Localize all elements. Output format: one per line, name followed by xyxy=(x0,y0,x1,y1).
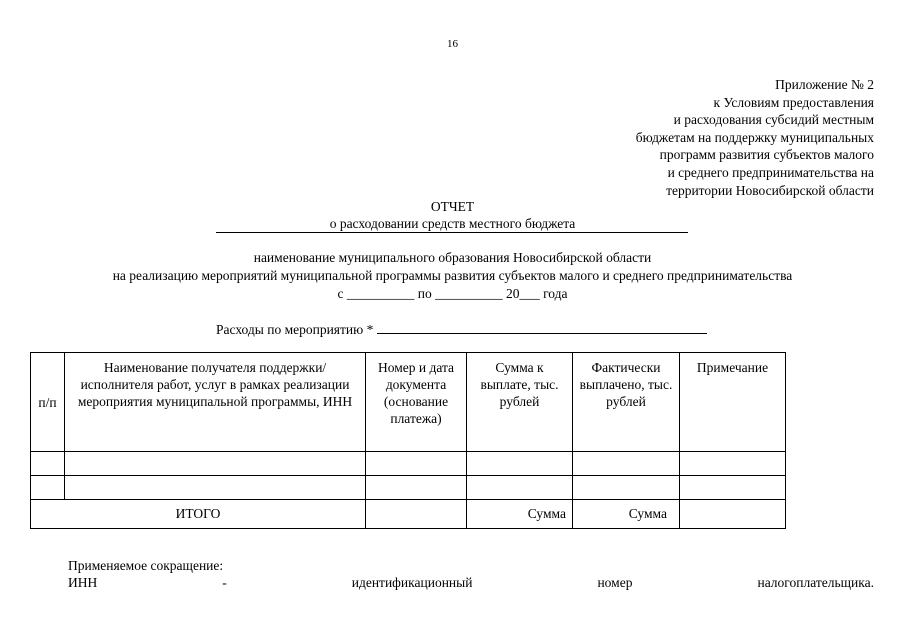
header-recipient: Наименование получателя поддержки/исполнителя работ, услуг в рамках реализации мероприятия муниципальной программы, ИНН xyxy=(65,353,366,452)
table-header-row xyxy=(31,353,786,452)
header-note: Примечание xyxy=(680,353,786,452)
table-row xyxy=(31,452,786,476)
table-cell xyxy=(680,452,786,476)
appendix-line: к Условиям предоставления xyxy=(713,94,874,110)
total-label: ИТОГО xyxy=(31,500,366,529)
period-line: с __________ по __________ 20___ года xyxy=(337,286,568,301)
abbreviation-dash: - xyxy=(222,575,227,590)
table-cell xyxy=(366,476,467,500)
municipality-blank-line xyxy=(216,232,688,233)
report-table xyxy=(30,352,786,529)
table-cell xyxy=(467,476,573,500)
header-amount-due: Сумма к выплате, тыс. рублей xyxy=(467,353,573,452)
appendix-line: и расходования субсидий местным xyxy=(673,112,874,128)
page-number: 16 xyxy=(447,38,458,50)
expenses-label: Расходы по мероприятию * xyxy=(216,322,374,337)
appendix-line: бюджетам на поддержку муниципальных xyxy=(635,129,874,145)
abbreviation-word: налогоплательщика. xyxy=(757,575,874,590)
municipality-caption: наименование муниципального образования Новосибирской области xyxy=(253,250,652,265)
abbreviation-word: номер xyxy=(597,575,633,590)
table-cell xyxy=(573,476,680,500)
total-amount-due: Сумма xyxy=(467,500,573,529)
table-total-row xyxy=(31,500,786,529)
table-cell xyxy=(573,452,680,476)
table-cell xyxy=(467,452,573,476)
abbreviation-term: ИНН xyxy=(68,575,98,590)
table-cell xyxy=(366,500,467,529)
table-cell xyxy=(366,452,467,476)
appendix-line: территории Новосибирской области xyxy=(666,182,874,198)
table-cell xyxy=(31,452,65,476)
table-cell xyxy=(65,452,366,476)
header-document: Номер и дата документа (основание платежа) xyxy=(366,353,467,452)
report-subtitle: о расходовании средств местного бюджета xyxy=(329,216,576,231)
report-title: ОТЧЕТ xyxy=(430,199,475,214)
expenses-blank-line xyxy=(377,320,707,334)
table-cell xyxy=(680,500,786,529)
table-cell xyxy=(65,476,366,500)
table-row xyxy=(31,476,786,500)
appendix-line: программ развития субъектов малого xyxy=(659,147,874,163)
program-line: на реализацию мероприятий муниципальной программы развития субъектов малого и среднего предпринимательства xyxy=(112,268,793,283)
header-actually-paid: Фактически выплачено, тыс. рублей xyxy=(573,353,680,452)
table-cell xyxy=(31,476,65,500)
appendix-block xyxy=(454,76,874,199)
table-cell xyxy=(680,476,786,500)
abbreviations-title: Применяемое сокращение: xyxy=(68,558,224,573)
abbreviation-word: идентификационный xyxy=(351,575,473,590)
expenses-line xyxy=(216,320,707,338)
abbreviation-line xyxy=(68,575,874,591)
header-num: п/п xyxy=(31,353,65,452)
appendix-line: и среднего предпринимательства на xyxy=(667,164,874,180)
total-actually-paid: Сумма xyxy=(573,500,680,529)
appendix-line: Приложение № 2 xyxy=(775,77,874,92)
